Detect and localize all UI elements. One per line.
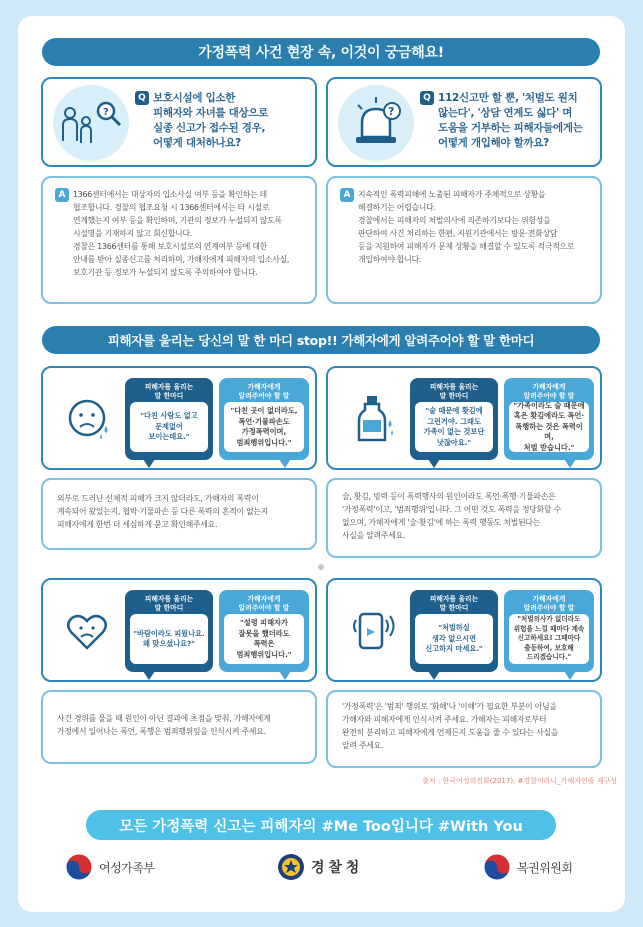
victim-bubble-header: 피해자를 울리는 말 한마디 [429, 383, 479, 400]
victim-bubble-header: 피해자를 울리는 말 한마디 [144, 383, 194, 400]
slogan-banner: 모든 가정폭력 신고는 피해자의 #Me Too입니다 #With You [86, 810, 556, 840]
broken-heart-icon [55, 598, 119, 662]
answer-1 [55, 188, 313, 279]
victim-quote: "술 때문에 홧김에 그런거야. 그래도 가족이 없는 것보단 낫잖아요." [415, 402, 493, 452]
a-badge: A [340, 188, 354, 202]
a-badge: A [55, 188, 69, 202]
offender-bubble [219, 378, 309, 460]
victim-bubble [125, 378, 213, 460]
victim-bubble [125, 590, 213, 672]
question-card-1 [41, 77, 317, 167]
question-2 [420, 91, 583, 151]
liquor-bottle-icon [340, 386, 404, 450]
taegeuk-emblem-icon [482, 852, 512, 882]
victim-quote: "바람이라도 피웠나요. 왜 맞으셨나요?" [130, 614, 208, 664]
offender-quote: "가족이라도 술 때문에 혹은 홧김에라도 폭언· 폭행하는 것은 폭력이며, 처벌 받습니다." [509, 402, 589, 452]
answer-text: 1366센터에서는 대상자의 입소사실 여부 등을 확인하는 데 협조합니다. 경찰의 협조요청 시 1366센터에서는 타 시설로 연계했는지 여부 등을 확인하며, 기관의 정보가 누설되지 않도록 시설명을 기재하지 않고 회신합니다. 경찰은 1366센터를 통해 보호시설로의 연계여부 등에 대한 안내를 받아 실종신고를 처리하며, 가해자에게 피해자의 입소사실, 보호기관 등 정보가 누설되지 않도록 주의하여야 합니다. [73, 190, 290, 277]
case-note-2 [326, 478, 602, 558]
q-badge: Q [420, 91, 434, 105]
source-note: 출처 : 한국여성의전화(2017), #경찰이라니_가해자인줄 재구성 [422, 777, 617, 785]
offender-bubble [504, 378, 594, 460]
question-text: 112신고만 할 뿐, '처벌도 원치 않는다', '상담 연계도 싫다' 며 도움을 거부하는 피해자들에게는 어떻게 개입해야 할까요? [438, 92, 583, 149]
logo-police [276, 852, 359, 882]
offender-quote: "다친 곳이 없더라도, 폭언·기물파손도 가정폭력이며, 범죄행위입니다." [224, 402, 304, 452]
taegeuk-emblem-icon [64, 852, 94, 882]
victim-bubble [410, 378, 498, 460]
offender-bubble-header: 가해자에게 알려주어야 할 말 [523, 383, 575, 400]
case-note-4 [326, 690, 602, 768]
logo-name: 경 찰 청 [311, 860, 359, 876]
logo-name: 여성가족부 [99, 860, 155, 875]
offender-quote: "처벌의사가 없더라도 위험을 느낄 때마다 계속 신고하세요! 그때마다 출동하여, 보호해 드리겠습니다." [509, 614, 589, 664]
offender-bubble-header: 가해자에게 알려주어야 할 말 [523, 595, 575, 612]
victim-quote: "다친 사람도 없고 문제없어 보이는데요." [130, 402, 208, 452]
case-card-3 [41, 578, 317, 682]
svg-text:?: ? [388, 105, 395, 118]
alarm-bell-icon [338, 85, 414, 161]
offender-bubble [504, 590, 594, 672]
question-text: 보호시설에 입소한 피해자와 자녀를 대상으로 실종 신고가 접수된 경우, 어떻게 대처하나요? [153, 92, 268, 149]
people-search-icon [53, 85, 129, 161]
case-note-text: 외부로 드러난 신체적 피해가 크지 않더라도, 가해자의 폭력이 계속되어 왔었는지, 협박·기물파손 등 다른 폭력의 흔적이 없는지 피해자에게 한번 더 세심하게 묻고 확인해주세요. [57, 494, 269, 529]
svg-text:?: ? [103, 107, 109, 118]
case-card-4 [326, 578, 602, 682]
section-title-faq: 가정폭력 사건 현장 속, 이것이 궁금해요! [42, 38, 600, 66]
offender-bubble-header: 가해자에게 알려주어야 할 말 [238, 383, 290, 400]
question-card-2 [326, 77, 602, 167]
victim-quote: "처벌하실 생각 없으시면 신고하지 마세요." [415, 614, 493, 664]
victim-bubble-header: 피해자를 울리는 말 한마디 [429, 595, 479, 612]
phone-call-icon [340, 598, 404, 662]
logo-mogef [64, 852, 154, 882]
victim-bubble [410, 590, 498, 672]
answer-text: 지속적인 폭력피해에 노출된 피해자가 주체적으로 상황을 해결하기는 어렵습니다. 경찰에서는 피해자의 처벌의사에 의존하기보다는 위험성을 판단하여 사건 처리하는 한편, 지원기관에서는 방문·전화상담 등을 지원하여 피해자가 문제 상황을 해결할 수 있도록 적극적으로 개입하여야 합니다. [358, 190, 575, 264]
answer-2 [340, 188, 598, 266]
answer-card-2 [326, 176, 602, 304]
police-emblem-icon [276, 852, 306, 882]
offender-quote: "설령 피해자가 잘못을 했더라도 폭력은 범죄행위입니다." [224, 614, 304, 664]
case-note-text: 사건 경위를 물을 때 원인이 아닌 결과에 초점을 맞춰, 가해자에게 가정에서 일어나는 폭언, 폭행은 범죄행위임을 인식시켜 주세요. [57, 714, 271, 736]
case-card-1 [41, 366, 317, 470]
logo-lottery [482, 852, 572, 882]
q-badge: Q [135, 91, 149, 105]
case-note-3 [41, 690, 317, 764]
victim-bubble-header: 피해자를 울리는 말 한마디 [144, 595, 194, 612]
case-note-text: 술, 홧김, 빙력 등이 폭력행사의 원인이라도 폭언·폭행·기물파손은 '가정폭력'이고, '범죄행위'입니다. 그 어떤 것도 폭력을 정당화할 수 없으며, 가해자에게 '술·홧김'에 하는 폭력 행동도 처벌된다는 사실을 알려주세요. [342, 492, 561, 540]
logo-name: 복권위원회 [517, 860, 573, 875]
divider-dot [318, 564, 324, 570]
question-1 [135, 91, 268, 151]
section-title-stop: 피해자를 울리는 당신의 말 한 마디 stop!! 가해자에게 알려주어야 할 말 한마디 [42, 326, 600, 354]
offender-bubble [219, 590, 309, 672]
offender-bubble-header: 가해자에게 알려주어야 할 말 [238, 595, 290, 612]
case-note-1 [41, 478, 317, 550]
case-card-2 [326, 366, 602, 470]
case-note-text: '가정폭력'은 '범죄' 행위로 '화해'나 '이해'가 필요한 부분이 아님을 가해자와 피해자에게 인식시켜 주세요. 가해자는 피해자로부터 완전히 분리하고 피해자에게 언제든지 도움을 줄 수 있다는 사실을 알려 주세요. [342, 702, 559, 750]
sad-face-icon [55, 386, 119, 450]
answer-card-1 [41, 176, 317, 304]
